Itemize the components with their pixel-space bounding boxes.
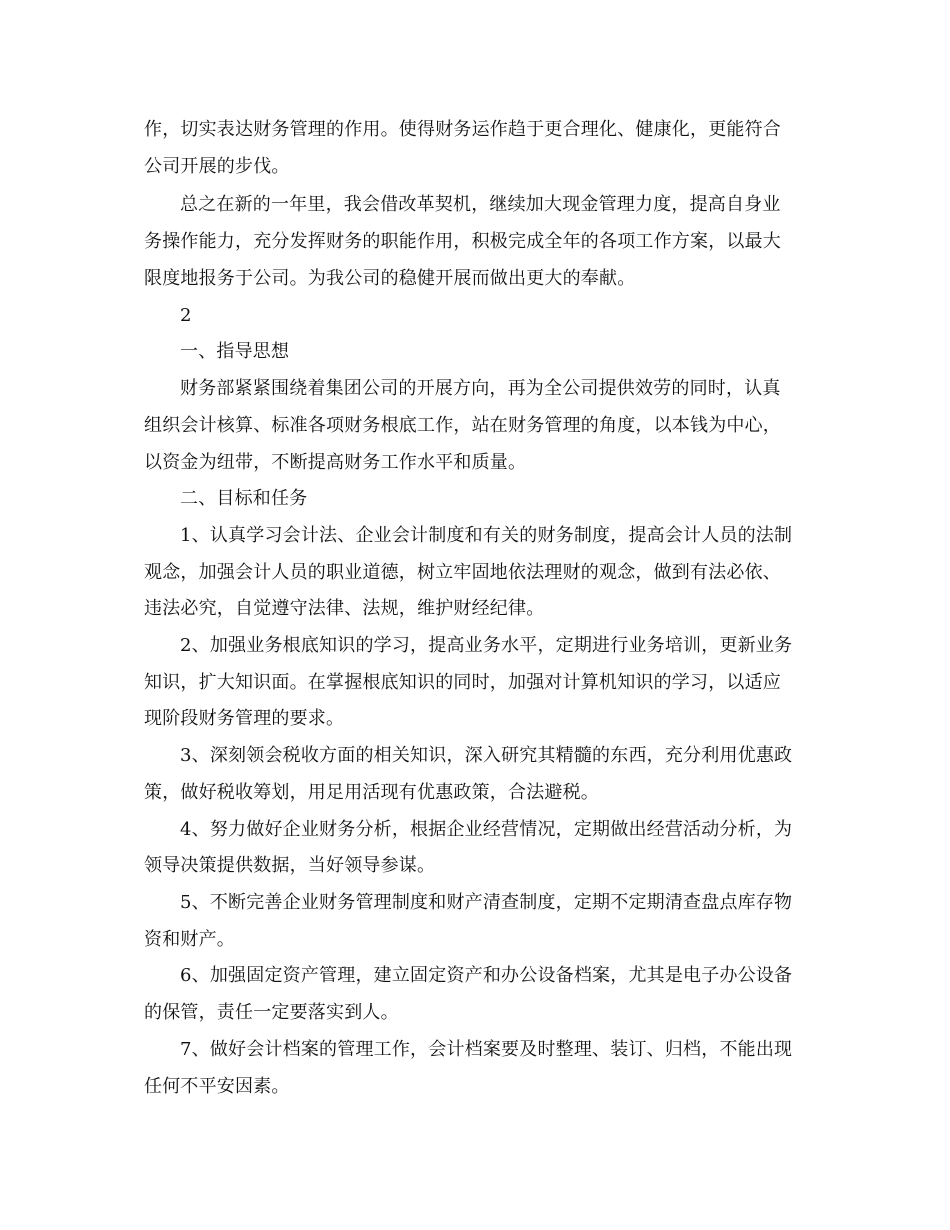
section-heading: 一、指导思想 xyxy=(180,341,290,362)
list-item-line: 现阶段财务管理的要求。 xyxy=(144,708,345,729)
paragraph-line: 总之在新的一年里，我会借改革契机，继续加大现金管理力度，提高自身业 xyxy=(180,194,781,215)
list-item-line: 策，做好税收筹划，用足用活现有优惠政策，合法避税。 xyxy=(144,782,599,803)
paragraph-line: 限度地报务于公司。为我公司的稳健开展而做出更大的奉献。 xyxy=(144,268,636,289)
list-item-line: 3、深刻领会税收方面的相关知识，深入研究其精髓的东西，充分利用优惠政 xyxy=(180,745,793,766)
list-item-line: 资和财产。 xyxy=(144,929,235,950)
list-item-line: 1、认真学习会计法、企业会计制度和有关的财务制度，提高会计人员的法制 xyxy=(180,525,793,546)
list-item-line: 违法必究，自觉遵守法律、法规，维护财经纪律。 xyxy=(144,598,545,619)
paragraph-line: 公司开展的步伐。 xyxy=(144,156,290,177)
paragraph-line: 以资金为纽带，不断提高财务工作水平和质量。 xyxy=(144,452,527,473)
list-item-line: 4、努力做好企业财务分析，根据企业经营情况，定期做出经营活动分析，为 xyxy=(180,819,793,840)
paragraph-line: 组织会计核算、标准各项财务根底工作，站在财务管理的角度，以本钱为中心， xyxy=(144,415,781,436)
list-item-line: 领导决策提供数据，当好领导参谋。 xyxy=(144,855,436,876)
section-number: 2 xyxy=(180,305,192,326)
list-item-line: 知识，扩大知识面。在掌握根底知识的同时，加强对计算机知识的学习，以适应 xyxy=(144,672,781,693)
list-item-line: 7、做好会计档案的管理工作，会计档案要及时整理、装订、归档，不能出现 xyxy=(180,1039,793,1060)
list-item-line: 6、加强固定资产管理，建立固定资产和办公设备档案，尤其是电子办公设备 xyxy=(180,965,793,986)
paragraph-line: 务操作能力，充分发挥财务的职能作用，积极完成全年的各项工作方案，以最大 xyxy=(144,231,781,252)
list-item-line: 观念，加强会计人员的职业道德，树立牢固地依法理财的观念，做到有法必依、 xyxy=(144,562,781,583)
list-item-line: 的保管，责任一定要落实到人。 xyxy=(144,1002,399,1023)
list-item-line: 5、不断完善企业财务管理制度和财产清查制度，定期不定期清查盘点库存物 xyxy=(180,892,793,913)
paragraph-line: 财务部紧紧围绕着集团公司的开展方向，再为全公司提供效劳的同时，认真 xyxy=(180,378,781,399)
list-item-line: 2、加强业务根底知识的学习，提高业务水平，定期进行业务培训，更新业务 xyxy=(180,635,793,656)
paragraph-line: 作，切实表达财务管理的作用。使得财务运作趋于更合理化、健康化，更能符合 xyxy=(144,119,781,140)
section-heading: 二、目标和任务 xyxy=(180,488,308,509)
list-item-line: 任何不平安因素。 xyxy=(144,1076,290,1097)
